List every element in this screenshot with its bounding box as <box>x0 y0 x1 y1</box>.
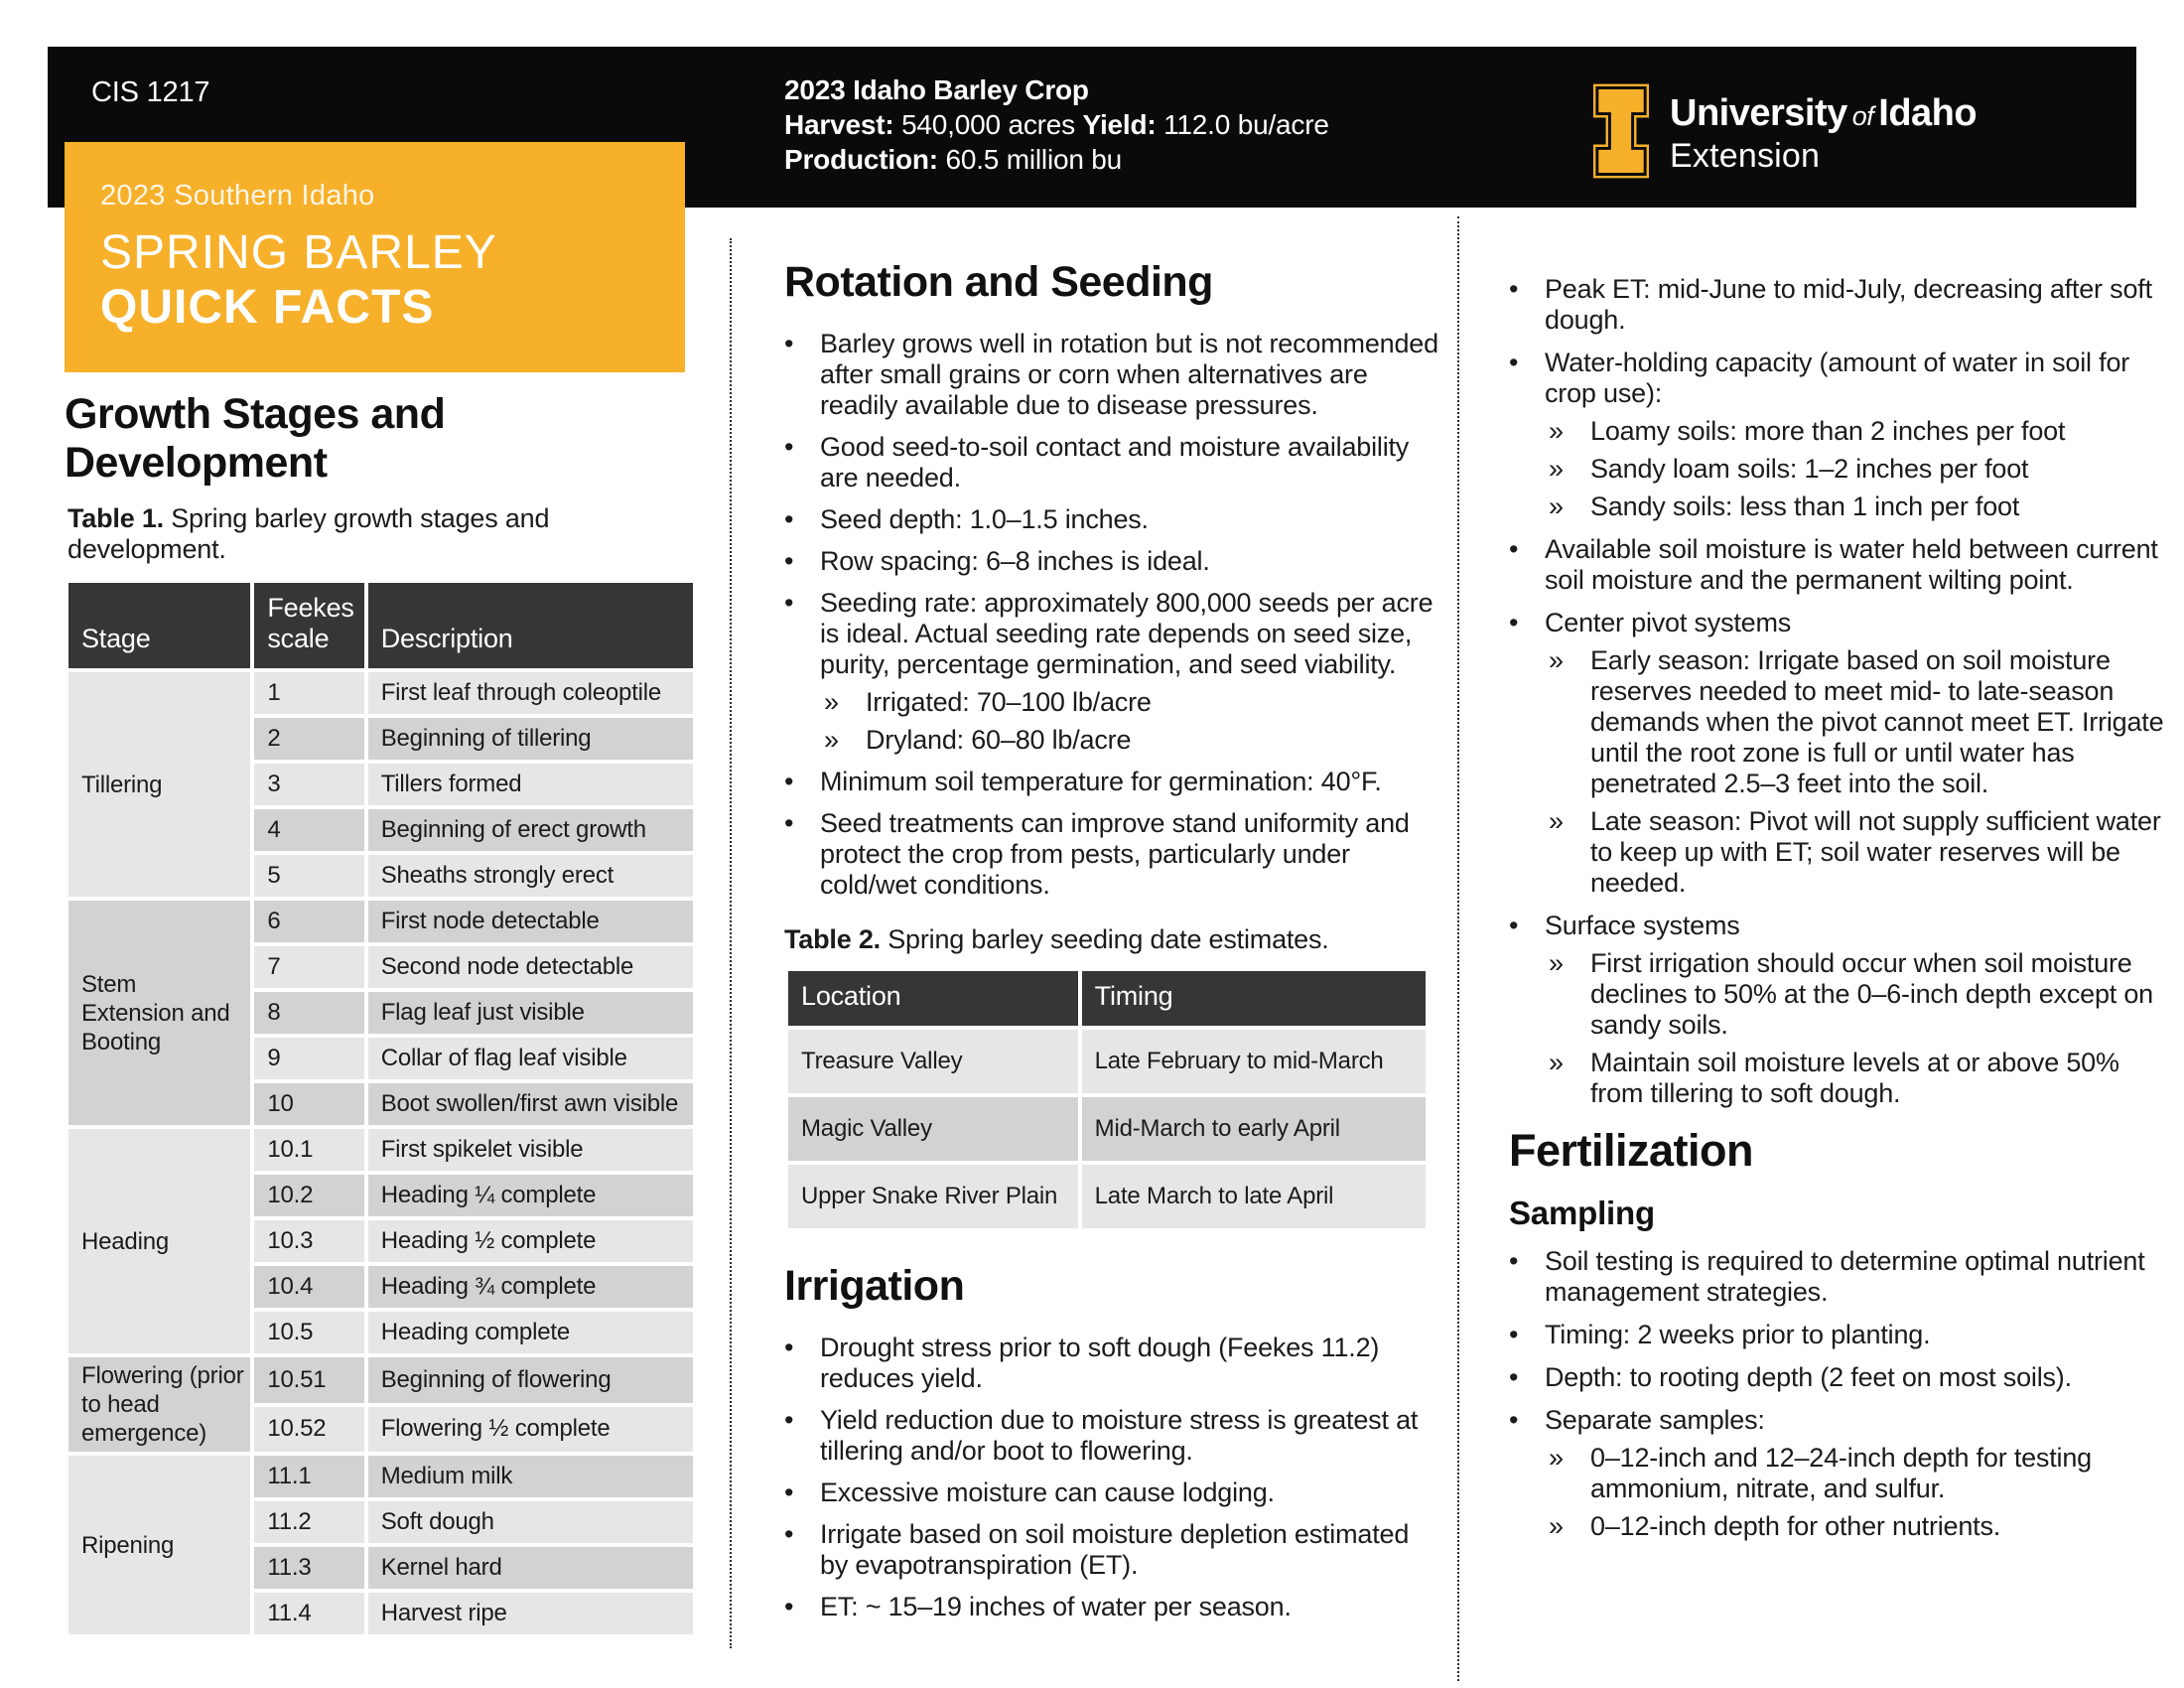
right-column <box>1509 274 2164 1554</box>
logo-university-of-idaho: University of Idaho <box>1670 92 1978 134</box>
sub-bullet-item: » Late season: Pivot will not supply sufficient water to keep up with ET; soil water reserves will be needed. <box>1545 806 2164 899</box>
crop-stats-line2: Harvest: 540,000 acres Yield: 112.0 bu/acre <box>784 109 1329 140</box>
bullet-item: • Barley grows well in rotation but is not recommended after small grains or corn when alternatives are readily available due to disease pressures. <box>784 329 1438 420</box>
table-row: Upper Snake River Plain Late March to late April <box>788 1165 1426 1228</box>
sub-bullet-list <box>1545 941 2164 1109</box>
sub-bullet-icon: » <box>1549 645 1564 675</box>
table-row: Heading 10.1 First spikelet visible <box>68 1129 693 1171</box>
bullet-item: • Available soil moisture is water held between current soil moisture and the permanent wilting point. <box>1509 534 2158 595</box>
bullet-item: • Surface systems » First irrigation should occur when soil moisture declines to 50% at the 0–6-inch depth except on sandy soils. » Maintain soil moisture levels at or above 50% from tillering to soft dough. <box>1509 911 2164 1109</box>
bullet-icon: • <box>784 1477 794 1507</box>
bullet-item: • Good seed-to-soil contact and moisture availability are needed. <box>784 432 1410 492</box>
table-row: 7 Second node detectable <box>68 946 693 988</box>
table-row: Tillering 1 First leaf through coleoptile <box>68 672 693 714</box>
sampling-bullet-list <box>1509 1246 2164 1542</box>
bullet-item: • Depth: to rooting depth (2 feet on most soils). <box>1509 1362 2072 1392</box>
bullet-item: • ET: ~ 15–19 inches of water per season. <box>784 1592 1292 1621</box>
bullet-icon: • <box>784 1333 794 1362</box>
bullet-icon: • <box>1509 1405 1519 1435</box>
sub-bullet-icon: » <box>1549 1048 1564 1077</box>
fertilization-heading: Fertilization <box>1509 1125 1754 1176</box>
sub-bullet-icon: » <box>1549 1443 1564 1473</box>
sub-bullet-list <box>820 680 1439 756</box>
stage-cell: Flowering (prior to head emergence) <box>68 1357 250 1452</box>
table-row: 10.4 Heading ¾ complete <box>68 1266 693 1308</box>
table-row: 3 Tillers formed <box>68 764 693 805</box>
table-row: Treasure Valley Late February to mid-March <box>788 1030 1426 1093</box>
logo-wordmark <box>1670 92 1977 180</box>
bullet-icon: • <box>784 767 794 796</box>
stage-cell: Stem Extension and Booting <box>68 901 250 1125</box>
sub-bullet-item: » Maintain soil moisture levels at or above 50% from tillering to soft dough. <box>1545 1048 2164 1109</box>
table-row: Ripening 11.1 Medium milk <box>68 1456 693 1497</box>
bullet-icon: • <box>1509 1246 1519 1276</box>
stage-cell: Heading <box>68 1129 250 1353</box>
table-row: 11.2 Soft dough <box>68 1501 693 1543</box>
column-divider-left <box>730 238 732 1648</box>
irrigation-heading: Irrigation <box>784 1262 965 1310</box>
bullet-icon: • <box>784 1519 794 1549</box>
bullet-icon: • <box>1509 608 1519 637</box>
bullet-item: • Peak ET: mid-June to mid-July, decreasing after soft dough. <box>1509 274 2152 335</box>
stage-cell: Ripening <box>68 1456 250 1634</box>
sub-bullet-item: » First irrigation should occur when soil moisture declines to 50% at the 0–6-inch depth except on sandy soils. <box>1545 948 2164 1041</box>
table-row: 8 Flag leaf just visible <box>68 992 693 1034</box>
banner-title-bold: QUICK FACTS <box>100 281 435 334</box>
banner-title: SPRING BARLEY <box>100 226 497 279</box>
bullet-icon: • <box>1509 1320 1519 1349</box>
sub-bullet-icon: » <box>824 687 839 717</box>
column-divider-right <box>1457 216 1459 1681</box>
sub-bullet-item: » Sandy soils: less than 1 inch per foot <box>1545 492 2164 522</box>
sub-bullet-item: » 0–12-inch depth for other nutrients. <box>1545 1511 2164 1542</box>
sub-bullet-item: » Sandy loam soils: 1–2 inches per foot <box>1545 454 2164 485</box>
bullet-icon: • <box>784 1405 794 1435</box>
table2-col-location: Location <box>788 971 1078 1026</box>
publication-number: CIS 1217 <box>91 76 210 108</box>
table-row: 10.3 Heading ½ complete <box>68 1220 693 1262</box>
bullet-icon: • <box>784 588 794 618</box>
sub-bullet-icon: » <box>1549 1511 1564 1541</box>
sub-bullet-item: » Dryland: 60–80 lb/acre <box>820 725 1439 756</box>
sub-bullet-item: » Irrigated: 70–100 lb/acre <box>820 687 1439 718</box>
middle-column <box>784 258 1439 1633</box>
sub-bullet-list <box>1545 1436 2164 1542</box>
table-row: 10.5 Heading complete <box>68 1312 693 1353</box>
table1-col-description: Description <box>368 583 693 668</box>
bullet-icon: • <box>1509 274 1519 304</box>
bullet-item: • Separate samples: » 0–12-inch and 12–24-inch depth for testing ammonium, nitrate, and sulfur. » 0–12-inch depth for other nutrients. <box>1509 1405 2164 1542</box>
irrigation-detail-bullet-list <box>1509 274 2164 1109</box>
crop-stats <box>784 72 1329 177</box>
sub-bullet-item: » Early season: Irrigate based on soil moisture reserves needed to meet mid- to late-season demands when the pivot cannot meet ET. Irrigate until the root zone is full or until water has penetrated 2.5–3 feet into the soil. <box>1545 645 2164 799</box>
bullet-item: • Soil testing is required to determine optimal nutrient management strategies. <box>1509 1246 2145 1307</box>
table-row: 5 Sheaths strongly erect <box>68 855 693 897</box>
sub-bullet-icon: » <box>1549 948 1564 978</box>
bullet-icon: • <box>784 504 794 534</box>
table-row: 10.52 Flowering ½ complete <box>68 1407 693 1453</box>
bullet-icon: • <box>784 546 794 576</box>
table-row: 11.3 Kernel hard <box>68 1547 693 1589</box>
table-row: 10 Boot swollen/first awn visible <box>68 1083 693 1125</box>
bullet-item: • Row spacing: 6–8 inches is ideal. <box>784 546 1210 576</box>
sub-bullet-item: » 0–12-inch and 12–24-inch depth for testing ammonium, nitrate, and sulfur. <box>1545 1443 2164 1504</box>
university-logo <box>1592 82 1977 180</box>
rotation-bullet-list <box>784 329 1439 901</box>
table-row: 4 Beginning of erect growth <box>68 809 693 851</box>
sub-bullet-icon: » <box>1549 806 1564 836</box>
bullet-icon: • <box>784 1592 794 1621</box>
banner-subtitle: 2023 Southern Idaho <box>100 180 375 211</box>
left-column <box>65 390 710 1638</box>
bullet-item: • Seed treatments can improve stand uniformity and protect the crop from pests, particularly under cold/wet conditions. <box>784 808 1410 900</box>
bullet-item: • Water-holding capacity (amount of water in soil for crop use): » Loamy soils: more than 2 inches per foot » Sandy loam soils: 1–2 inches per foot » Sandy soils: less than 1 inch per foot <box>1509 348 2164 522</box>
title-banner <box>65 142 685 372</box>
crop-stats-line3: Production: 60.5 million bu <box>784 144 1123 175</box>
table1-col-stage: Stage <box>68 583 250 668</box>
bullet-item: • Irrigate based on soil moisture depletion estimated by evapotranspiration (ET). <box>784 1519 1410 1580</box>
sub-bullet-icon: » <box>1549 416 1564 446</box>
bullet-item: • Center pivot systems » Early season: Irrigate based on soil moisture reserves needed to meet mid- to late-season demands when the pivot cannot meet ET. Irrigate until the root zone is full or until water has penetrated 2.5–3 feet into the soil. » Late season: Pivot will not supply sufficient water to keep up with ET; soil water reserves will be needed. <box>1509 608 2164 898</box>
bullet-item: • Seeding rate: approximately 800,000 seeds per acre is ideal. Actual seeding rate depends on seed size, purity, percentage germination, and seed viability. » Irrigated: 70–100 lb/acre » Dryland: 60–80 lb/acre <box>784 588 1439 756</box>
crop-stats-title: 2023 Idaho Barley Crop <box>784 74 1089 105</box>
sub-bullet-icon: » <box>1549 454 1564 484</box>
table-row: Flowering (prior to head emergence) 10.51 Beginning of flowering <box>68 1357 693 1403</box>
table2-col-timing: Timing <box>1082 971 1426 1026</box>
bullet-item: • Timing: 2 weeks prior to planting. <box>1509 1320 1931 1349</box>
sub-bullet-list <box>1545 409 2164 522</box>
table2-caption: Table 2. Spring barley seeding date estimates. <box>784 924 1329 954</box>
bullet-item: • Yield reduction due to moisture stress is greatest at tillering and/or boot to flowering. <box>784 1405 1419 1466</box>
sub-bullet-icon: » <box>824 725 839 755</box>
bullet-item: • Minimum soil temperature for germination: 40°F. <box>784 767 1382 796</box>
bullet-icon: • <box>1509 1362 1519 1392</box>
growth-stages-heading: Growth Stages and Development <box>65 390 446 487</box>
growth-stages-table <box>65 579 697 1638</box>
table-row: Stem Extension and Booting 6 First node detectable <box>68 901 693 942</box>
table1-col-feekes: Feekes scale <box>254 583 363 668</box>
sub-bullet-list <box>1545 638 2164 899</box>
table-row: 10.2 Heading ¼ complete <box>68 1175 693 1216</box>
stage-cell: Tillering <box>68 672 250 897</box>
table-row: 2 Beginning of tillering <box>68 718 693 760</box>
table1-caption: Table 1. Spring barley growth stages and development. <box>68 503 550 564</box>
bullet-item: • Drought stress prior to soft dough (Feekes 11.2) reduces yield. <box>784 1333 1380 1393</box>
sampling-heading: Sampling <box>1509 1195 1655 1231</box>
sub-bullet-item: » Loamy soils: more than 2 inches per foot <box>1545 416 2164 447</box>
bullet-item: • Seed depth: 1.0–1.5 inches. <box>784 504 1149 534</box>
table-row: 11.4 Harvest ripe <box>68 1593 693 1634</box>
bullet-icon: • <box>1509 348 1519 377</box>
seeding-dates-table <box>784 967 1430 1232</box>
sub-bullet-icon: » <box>1549 492 1564 521</box>
logo-extension: Extension <box>1670 137 1821 175</box>
bullet-item: • Excessive moisture can cause lodging. <box>784 1477 1275 1507</box>
bullet-icon: • <box>1509 911 1519 940</box>
bullet-icon: • <box>784 432 794 462</box>
bullet-icon: • <box>1509 534 1519 564</box>
bullet-icon: • <box>784 808 794 838</box>
table-row: 9 Collar of flag leaf visible <box>68 1038 693 1079</box>
irrigation-bullet-list <box>784 1333 1439 1622</box>
uidaho-block-i-icon <box>1592 82 1650 180</box>
bullet-icon: • <box>784 329 794 358</box>
table-row: Magic Valley Mid-March to early April <box>788 1097 1426 1161</box>
rotation-seeding-heading: Rotation and Seeding <box>784 258 1213 306</box>
